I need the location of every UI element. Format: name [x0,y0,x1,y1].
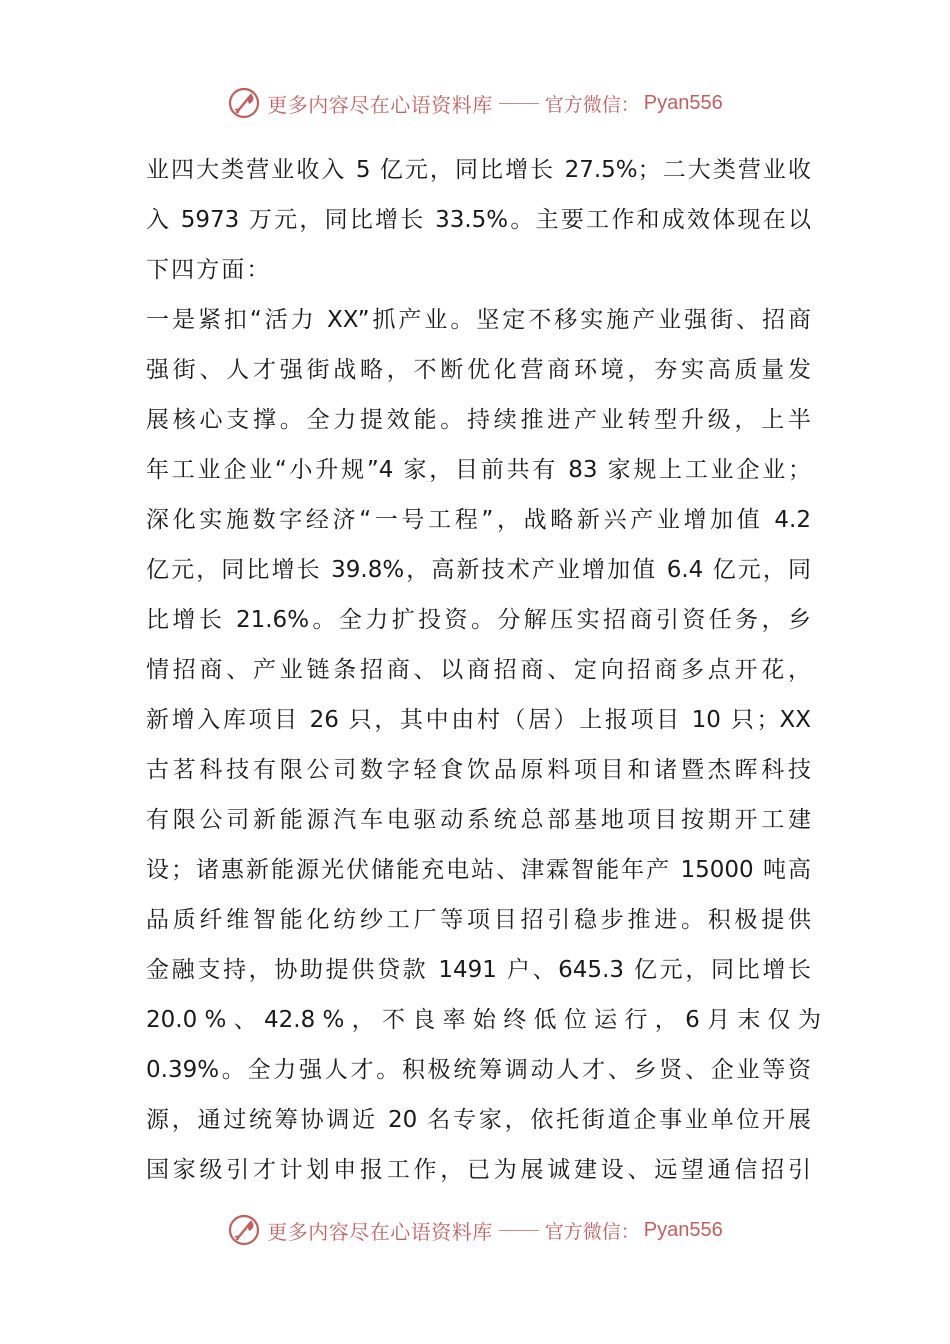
watermark-separator [499,103,539,104]
text-line: 业四大类营业收入 5 亿元，同比增长 27.5%；二大类营业收 [146,157,811,183]
text-line: 设；诸惠新能源光伏储能充电站、津霖智能年产 15000 吨高 [146,857,811,883]
quill-logo-icon [227,86,261,120]
watermark-main-text: 更多内容尽在心语资料库 [267,92,493,117]
text-line: 新增入库项目 26 只，其中由村（居）上报项目 10 只；XX [146,707,811,733]
text-line: 强街、人才强街战略，不断优化营商环境，夯实高质量发 [146,357,811,383]
watermark-label: 官方微信： [544,93,640,116]
footer-watermark [0,1210,950,1250]
text-line: 年工业企业“小升规”4 家，目前共有 83 家规上工业企业； [146,457,811,483]
text-line: 国家级引才计划申报工作，已为展诚建设、远望通信招引 [146,1157,811,1183]
header-watermark [0,83,950,123]
text-line: 0.39%。全力强人才。积极统筹调动人才、乡贤、企业等资 [146,1057,811,1083]
watermark-label: 官方微信： [544,1220,640,1243]
quill-logo-icon [227,1213,261,1247]
watermark-id: Pyan556 [643,91,723,114]
watermark-main-text: 更多内容尽在心语资料库 [267,1219,493,1244]
text-line: 展核心支撑。全力提效能。持续推进产业转型升级，上半 [146,407,811,433]
text-line: 有限公司新能源汽车电驱动系统总部基地项目按期开工建 [146,807,811,833]
text-line: 一是紧扣“活力 XX”抓产业。坚定不移实施产业强街、招商 [146,307,811,333]
text-line: 深化实施数字经济“一号工程”，战略新兴产业增加值 4.2 [146,507,811,533]
document-body [146,145,821,1195]
text-line: 20.0 % 、 42.8 % ， 不 良 率 始 终 低 位 运 行 ， 6 月 末 仅 为 [146,1007,821,1033]
text-line: 情招商、产业链条招商、以商招商、定向招商多点开花， [146,657,811,683]
text-line: 下四方面： [146,257,272,283]
text-line: 亿元，同比增长 39.8%，高新技术产业增加值 6.4 亿元，同 [146,557,811,583]
text-line: 品质纤维智能化纺纱工厂等项目招引稳步推进。积极提供 [146,907,811,933]
text-line: 比增长 21.6%。全力扩投资。分解压实招商引资任务，乡 [146,607,811,633]
watermark-id: Pyan556 [643,1218,723,1241]
text-line: 源，通过统筹协调近 20 名专家，依托街道企事业单位开展 [146,1107,811,1133]
text-line: 入 5973 万元，同比增长 33.5%。主要工作和成效体现在以 [146,207,811,233]
text-line: 古茗科技有限公司数字轻食饮品原料项目和诸暨杰晖科技 [146,757,811,783]
watermark-separator [499,1230,539,1231]
text-line: 金融支持，协助提供贷款 1491 户、645.3 亿元，同比增长 [146,957,811,983]
